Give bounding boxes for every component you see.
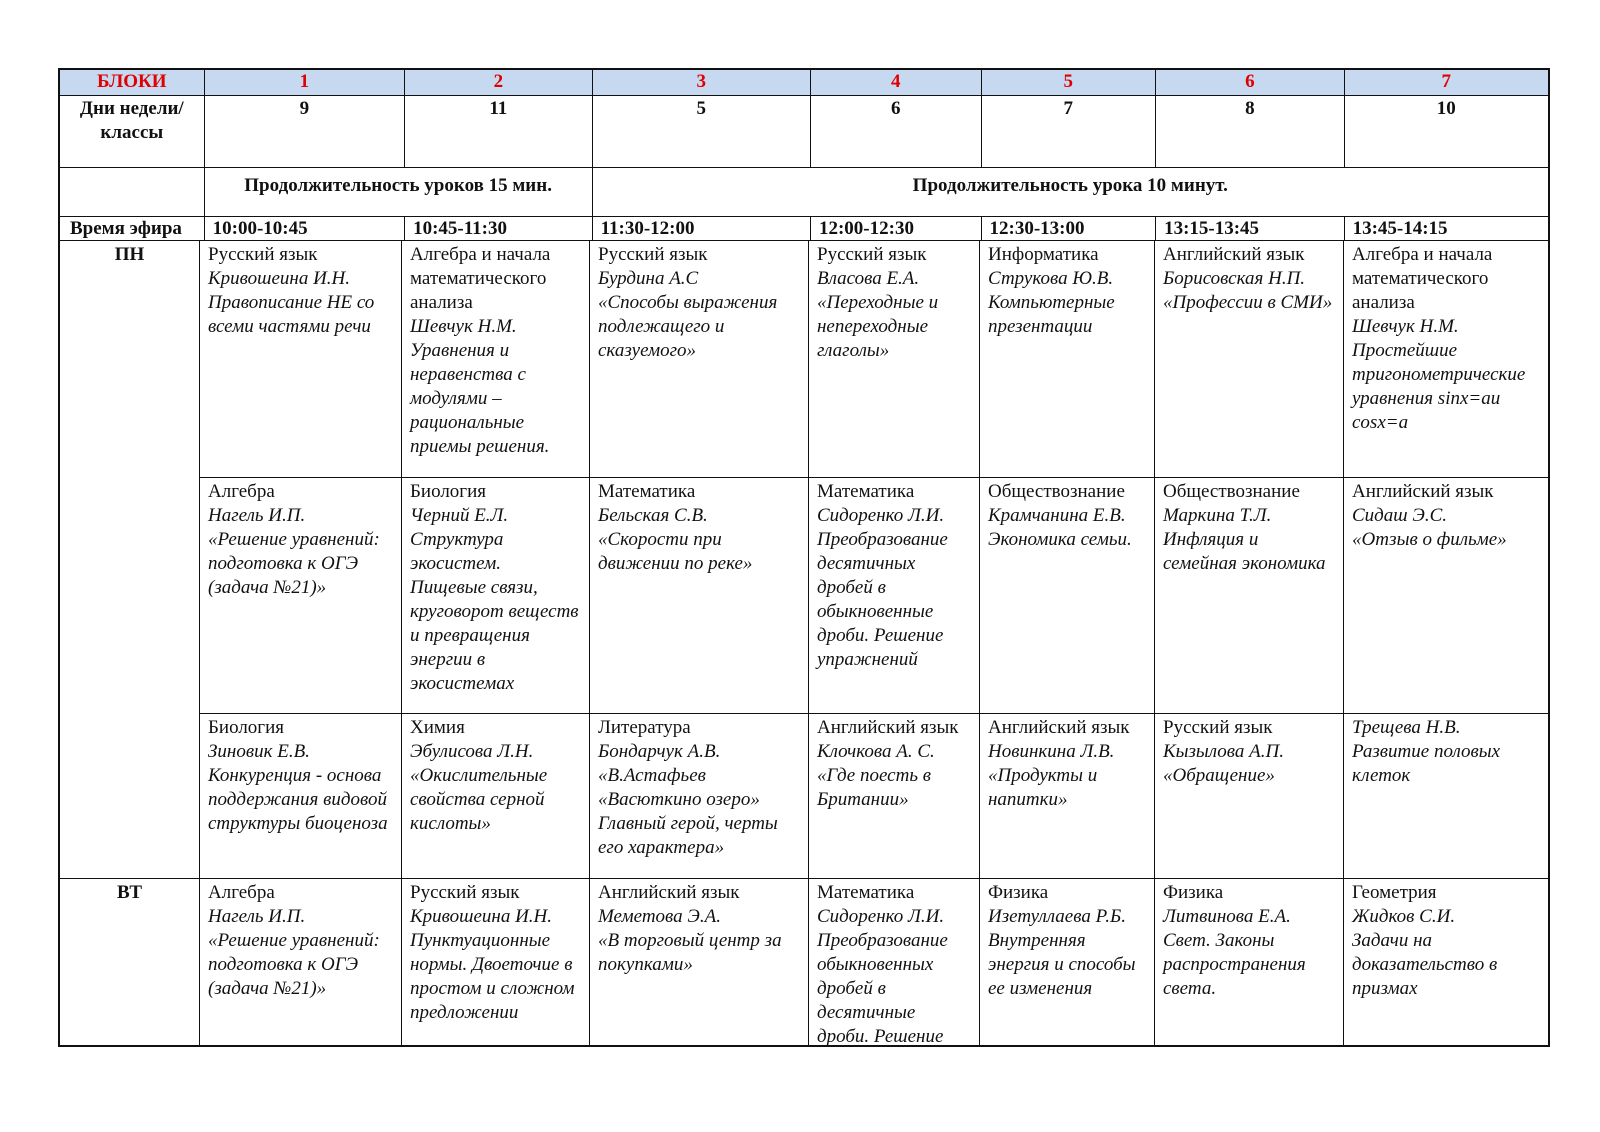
airtime-slot: 11:30-12:00 xyxy=(592,217,810,240)
lesson-subject: Алгебра xyxy=(208,882,275,903)
lesson-teacher: Нагель И.П. xyxy=(208,906,306,927)
lesson-row xyxy=(200,713,1548,878)
lesson-cell xyxy=(979,478,1154,713)
lesson-cell xyxy=(1343,879,1548,1045)
lesson-teacher: Литвинова Е.А. xyxy=(1163,906,1291,927)
lesson-teacher: Черний Е.Л. xyxy=(410,505,509,526)
lesson-subject: Химия xyxy=(410,717,465,738)
lesson-cell xyxy=(808,879,979,1045)
lesson-teacher: Кызылова А.П. xyxy=(1163,741,1284,762)
block-number: 3 xyxy=(592,70,810,95)
class-number: 5 xyxy=(592,96,810,167)
airtime-slot: 12:00-12:30 xyxy=(810,217,981,240)
lesson-teacher: Бурдина А.С xyxy=(598,268,699,289)
class-number: 6 xyxy=(810,96,981,167)
day-group-mon xyxy=(60,240,1548,878)
lesson-cell xyxy=(979,714,1154,878)
lesson-subject: Геометрия xyxy=(1352,882,1437,903)
lesson-subject: Английский язык xyxy=(598,882,740,903)
lesson-teacher: Меметова Э.А. xyxy=(598,906,721,927)
lesson-subject: Информатика xyxy=(988,244,1099,265)
lesson-topic: «Профессии в СМИ» xyxy=(1163,292,1333,313)
lesson-teacher: Клочкова А. С. xyxy=(817,741,935,762)
lesson-cell xyxy=(808,478,979,713)
schedule-table xyxy=(58,68,1550,1047)
lesson-subject: Русский язык xyxy=(1163,717,1273,738)
lesson-subject: Биология xyxy=(410,481,487,502)
lesson-subject: Алгебра и начала математического анализа xyxy=(410,244,551,313)
lesson-teacher: Сидоренко Л.И. xyxy=(817,906,945,927)
lesson-cell xyxy=(1343,478,1548,713)
lesson-cell xyxy=(979,241,1154,477)
lesson-topic: Уравнения и неравенства с модулями – рациональные приемы решения. xyxy=(410,340,550,457)
lesson-topic: Преобразование обыкновенных дробей в десятичные дроби. Решение xyxy=(817,930,948,1045)
lesson-topic: «В торговый центр за покупками» xyxy=(598,930,782,975)
lesson-topic: Простейшие тригонометрические уравнения sinx=au cosx=a xyxy=(1352,340,1526,433)
lesson-teacher: Трещева Н.В. xyxy=(1352,717,1461,738)
lesson-subject: Физика xyxy=(988,882,1049,903)
lesson-subject: Математика xyxy=(598,481,696,502)
blocks-header-row xyxy=(60,70,1548,95)
lesson-subject: Алгебра xyxy=(208,481,275,502)
lesson-cell xyxy=(589,714,808,878)
lesson-topic: «Способы выражения подлежащего и сказуемого» xyxy=(598,292,778,361)
lesson-teacher: Новинкина Л.В. xyxy=(988,741,1115,762)
lesson-topic: Внутренняя энергия и способы ее изменения xyxy=(988,930,1136,999)
class-number: 9 xyxy=(204,96,404,167)
lesson-teacher: Струкова Ю.В. xyxy=(988,268,1114,289)
day-lessons xyxy=(199,241,1548,878)
lesson-subject: Английский язык xyxy=(1352,481,1494,502)
lesson-subject: Биология xyxy=(208,717,285,738)
lesson-teacher: Бондарчук А.В. xyxy=(598,741,721,762)
lesson-cell xyxy=(401,879,589,1045)
lesson-cell xyxy=(1343,714,1548,878)
lesson-topic: «Где поесть в Британии» xyxy=(817,765,931,810)
lesson-subject: Обществознание xyxy=(988,481,1125,502)
duration-10-note: Продолжительность урока 10 минут. xyxy=(592,168,1548,216)
lesson-teacher: Маркина Т.Л. xyxy=(1163,505,1272,526)
duration-15-note: Продолжительность уроков 15 мин. xyxy=(204,168,592,216)
lesson-subject: Математика xyxy=(817,481,915,502)
block-number: 1 xyxy=(204,70,404,95)
class-number: 11 xyxy=(404,96,592,167)
class-number: 8 xyxy=(1155,96,1344,167)
lesson-row xyxy=(200,241,1548,477)
lesson-topic: «Скорости при движении по реке» xyxy=(598,529,753,574)
lesson-teacher: Нагель И.П. xyxy=(208,505,306,526)
lesson-teacher: Кривошеина И.Н. xyxy=(410,906,553,927)
classes-header-row xyxy=(60,95,1548,167)
lesson-cell xyxy=(200,714,401,878)
lesson-teacher: Сидоренко Л.И. xyxy=(817,505,945,526)
duration-row xyxy=(60,167,1548,216)
lesson-topic: Задачи на доказательство в призмах xyxy=(1352,930,1498,999)
block-number: 6 xyxy=(1155,70,1344,95)
lesson-teacher: Бельская С.В. xyxy=(598,505,708,526)
lesson-cell xyxy=(589,879,808,1045)
lesson-teacher: Сидаш Э.С. xyxy=(1352,505,1447,526)
lesson-cell xyxy=(1154,879,1343,1045)
lesson-cell xyxy=(979,879,1154,1045)
lesson-subject: Обществознание xyxy=(1163,481,1300,502)
lesson-cell xyxy=(808,714,979,878)
lesson-topic: Развитие половых клеток xyxy=(1352,741,1501,786)
lesson-cell xyxy=(1154,714,1343,878)
lesson-teacher: Зиновик Е.В. xyxy=(208,741,310,762)
lesson-cell xyxy=(1154,478,1343,713)
lesson-subject: Литература xyxy=(598,717,691,738)
lesson-teacher: Шевчук Н.М. xyxy=(410,316,517,337)
lesson-cell xyxy=(401,714,589,878)
lesson-cell xyxy=(401,478,589,713)
lesson-topic: «Окислительные свойства серной кислоты» xyxy=(410,765,548,834)
lesson-subject: Русский язык xyxy=(598,244,708,265)
lesson-topic: Компьютерные презентации xyxy=(988,292,1115,337)
lesson-cell xyxy=(1343,241,1548,477)
lesson-topic: Преобразование десятичных дробей в обыкновенные дроби. Решение упражнений xyxy=(817,529,948,670)
lesson-topic: Конкуренция - основа поддержания видовой структуры биоценоза xyxy=(208,765,388,834)
airtime-label: Время эфира xyxy=(70,218,182,239)
lesson-teacher: Власова Е.А. xyxy=(817,268,920,289)
lesson-row xyxy=(200,477,1548,713)
lesson-topic: Инфляция и семейная экономика xyxy=(1163,529,1326,574)
day-label: ПН xyxy=(114,244,145,265)
lesson-cell xyxy=(200,241,401,477)
airtime-slot: 10:45-11:30 xyxy=(404,217,592,240)
lesson-subject: Русский язык xyxy=(410,882,520,903)
lesson-cell xyxy=(401,241,589,477)
airtime-slot: 12:30-13:00 xyxy=(981,217,1156,240)
lesson-cell xyxy=(808,241,979,477)
day-lessons xyxy=(199,879,1548,1045)
lesson-cell xyxy=(589,241,808,477)
blocks-label: БЛОКИ xyxy=(97,71,167,92)
lesson-topic: «Обращение» xyxy=(1163,765,1275,786)
block-number: 4 xyxy=(810,70,981,95)
lesson-cell xyxy=(200,478,401,713)
lesson-topic: «Отзыв о фильме» xyxy=(1352,529,1507,550)
lesson-topic: «В.Астафьев «Васюткино озеро» Главный герой, черты его характера» xyxy=(598,765,778,858)
lesson-topic: «Решение уравнений: подготовка к ОГЭ (задача №21)» xyxy=(208,529,380,598)
lesson-topic: Правописание НЕ со всеми частями речи xyxy=(208,292,375,337)
lesson-subject: Алгебра и начала математического анализа xyxy=(1352,244,1493,313)
lesson-subject: Русский язык xyxy=(208,244,318,265)
lesson-teacher: Борисовская Н.П. xyxy=(1163,268,1306,289)
lesson-cell xyxy=(1154,241,1343,477)
lesson-cell xyxy=(589,478,808,713)
lesson-teacher: Шевчук Н.М. xyxy=(1352,316,1459,337)
lesson-teacher: Крамчанина Е.В. xyxy=(988,505,1126,526)
airtime-slot: 13:15-13:45 xyxy=(1155,217,1344,240)
lesson-topic: «Переходные и непереходные глаголы» xyxy=(817,292,939,361)
duration-empty-cell xyxy=(60,168,204,216)
lesson-cell xyxy=(200,879,401,1045)
day-label: ВТ xyxy=(116,882,143,903)
lesson-subject: Английский язык xyxy=(817,717,959,738)
lesson-topic: Экономика семьи. xyxy=(988,529,1132,550)
airtime-row xyxy=(60,216,1548,240)
block-number: 2 xyxy=(404,70,592,95)
airtime-slot: 10:00-10:45 xyxy=(204,217,404,240)
lesson-topic: Пунктуационные нормы. Двоеточие в простом и сложном предложении xyxy=(410,930,575,1023)
airtime-slot: 13:45-14:15 xyxy=(1344,217,1548,240)
lesson-subject: Физика xyxy=(1163,882,1224,903)
class-number: 7 xyxy=(981,96,1156,167)
lesson-teacher: Изетуллаева Р.Б. xyxy=(988,906,1127,927)
lesson-teacher: Эбулисова Л.Н. xyxy=(410,741,534,762)
lesson-subject: Русский язык xyxy=(817,244,927,265)
lesson-teacher: Жидков С.И. xyxy=(1352,906,1456,927)
class-number: 10 xyxy=(1344,96,1548,167)
lesson-subject: Математика xyxy=(817,882,915,903)
lesson-topic: «Продукты и напитки» xyxy=(988,765,1098,810)
day-group-tue xyxy=(60,878,1548,1045)
lesson-row xyxy=(200,879,1548,1045)
classes-label: Дни недели/классы xyxy=(79,98,184,143)
lesson-subject: Английский язык xyxy=(1163,244,1305,265)
lesson-topic: Структура экосистем. Пищевые связи, круговорот веществ и превращения энергии в экосистемах xyxy=(410,529,579,694)
lesson-topic: Свет. Законы распространения света. xyxy=(1163,930,1306,999)
lesson-teacher: Кривошеина И.Н. xyxy=(208,268,351,289)
block-number: 5 xyxy=(981,70,1156,95)
block-number: 7 xyxy=(1344,70,1548,95)
lesson-subject: Английский язык xyxy=(988,717,1130,738)
lesson-topic: «Решение уравнений: подготовка к ОГЭ (задача №21)» xyxy=(208,930,380,999)
